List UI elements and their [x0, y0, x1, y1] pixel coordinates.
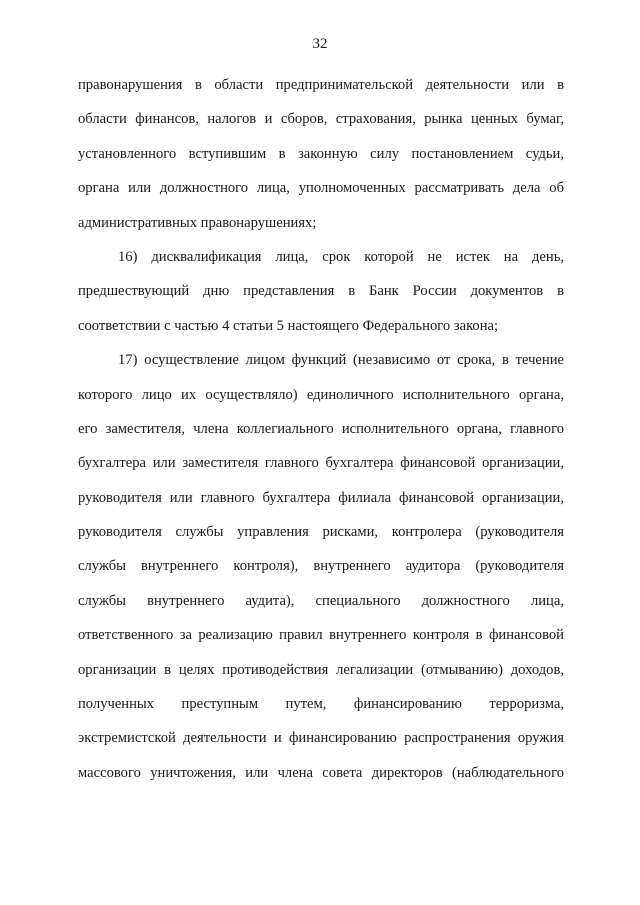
- text-line: которого лицо их осуществляло) единоличного исполнительного органа,: [78, 386, 564, 403]
- text-line: массового уничтожения, или члена совета директоров (наблюдательного: [78, 764, 564, 781]
- text-line: руководителя или главного бухгалтера филиала финансовой организации,: [78, 489, 564, 506]
- text-line: 17) осуществление лицом функций (независимо от срока, в течение: [118, 352, 564, 369]
- text-line: службы внутреннего аудита), специального должностного лица,: [78, 592, 564, 609]
- text-line: правонарушения в области предпринимательской деятельности или в: [78, 77, 564, 93]
- text-line: организации в целях противодействия легализации (отмыванию) доходов,: [78, 661, 564, 678]
- text-line: предшествующий дню представления в Банк России документов в: [78, 283, 564, 300]
- page-number: 32: [312, 36, 328, 52]
- text-line: экстремистской деятельности и финансированию распространения оружия: [78, 730, 564, 747]
- text-line: соответствии с частью 4 статьи 5 настоящего Федерального закона;: [78, 317, 499, 334]
- text-line: органа или должностного лица, уполномоченных рассматривать дела об: [78, 180, 564, 197]
- text-line: ответственного за реализацию правил внутреннего контроля в финансовой: [78, 627, 564, 644]
- paragraph-item-16: [78, 240, 564, 343]
- text-line: службы внутреннего контроля), внутреннего аудитора (руководителя: [78, 558, 564, 575]
- paragraph-item-17: [78, 343, 564, 790]
- text-line: области финансов, налогов и сборов, страхования, рынка ценных бумаг,: [78, 111, 564, 128]
- text-line: руководителя службы управления рисками, контролера (руководителя: [78, 524, 564, 541]
- text-line: его заместителя, члена коллегиального исполнительного органа, главного: [78, 420, 564, 437]
- paragraph-continuation: [78, 68, 564, 240]
- text-line: административных правонарушениях;: [78, 214, 317, 231]
- text-line: установленного вступившим в законную силу постановлением судьи,: [78, 145, 564, 162]
- text-line: полученных преступным путем, финансированию терроризма,: [78, 696, 564, 713]
- document-body: [78, 68, 564, 790]
- text-line: 16) дисквалификация лица, срок которой не истек на день,: [118, 248, 564, 265]
- text-line: бухгалтера или заместителя главного бухгалтера финансовой организации,: [78, 455, 564, 472]
